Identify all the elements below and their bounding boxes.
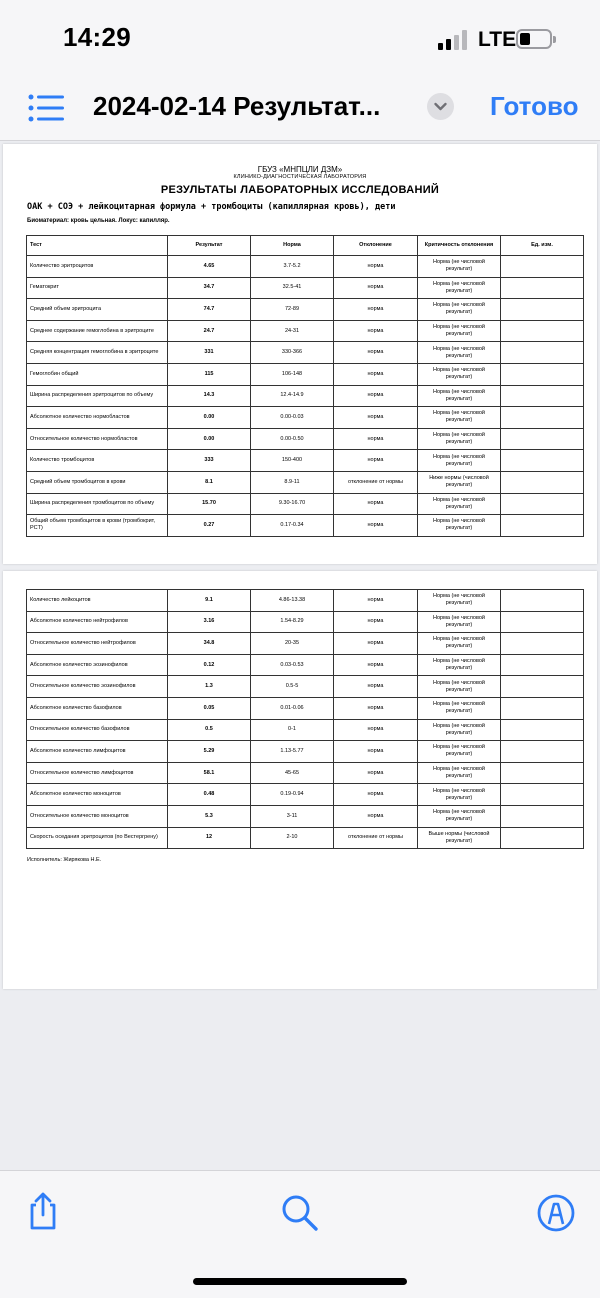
table-row — [27, 493, 584, 515]
cell-unit — [501, 277, 584, 299]
document-page-1 — [3, 144, 597, 564]
cell-deviation: норма — [334, 805, 418, 827]
cell-unit — [501, 428, 584, 450]
table-row — [27, 784, 584, 806]
cell-criticality: Норма (не числовой результат) — [418, 363, 501, 385]
cell-test: Абсолютное количество моноцитов — [27, 784, 168, 806]
cell-deviation: норма — [334, 450, 418, 472]
table-row — [27, 256, 584, 278]
cell-test: Абсолютное количество эозинофилов — [27, 654, 168, 676]
cell-unit — [501, 827, 584, 849]
cell-criticality: Норма (не числовой результат) — [418, 320, 501, 342]
org-name: ГБУЗ «МНПЦЛИ ДЗМ» — [257, 165, 343, 174]
cell-deviation: норма — [334, 784, 418, 806]
cell-unit — [501, 320, 584, 342]
table-row — [27, 299, 584, 321]
cell-test: Ширина распределения тромбоцитов по объему — [27, 493, 168, 515]
cell-test: Гемоглобин общий — [27, 363, 168, 385]
cell-result: 0.00 — [168, 407, 251, 429]
cell-test: Абсолютное количество лимфоцитов — [27, 741, 168, 763]
cell-test: Относительное количество эозинофилов — [27, 676, 168, 698]
cell-deviation: норма — [334, 611, 418, 633]
cell-result: 34.8 — [168, 633, 251, 655]
table-row — [27, 805, 584, 827]
cell-unit — [501, 719, 584, 741]
col-norm: Норма — [251, 236, 334, 256]
cell-criticality: Норма (не числовой результат) — [418, 515, 501, 537]
cell-deviation: норма — [334, 277, 418, 299]
cell-test: Среднее содержание гемоглобина в эритроците — [27, 320, 168, 342]
cell-result: 5.3 — [168, 805, 251, 827]
cell-criticality: Норма (не числовой результат) — [418, 633, 501, 655]
battery-icon — [516, 29, 552, 49]
cell-unit — [501, 590, 584, 612]
cell-norm: 20-35 — [251, 633, 334, 655]
cell-norm: 24-31 — [251, 320, 334, 342]
cell-deviation: норма — [334, 363, 418, 385]
cell-unit — [501, 256, 584, 278]
cell-test: Относительное количество моноцитов — [27, 805, 168, 827]
cell-norm: 0.00-0.50 — [251, 428, 334, 450]
panel-name: ОАК + СОЭ + лейкоцитарная формула + тромбоциты (капиллярная кровь), дети — [27, 202, 396, 212]
cell-deviation: норма — [334, 385, 418, 407]
cell-unit — [501, 515, 584, 537]
search-icon[interactable] — [280, 1193, 320, 1233]
cell-result: 14.3 — [168, 385, 251, 407]
cell-result: 74.7 — [168, 299, 251, 321]
cell-result: 115 — [168, 363, 251, 385]
signal-icon — [438, 30, 468, 50]
cell-deviation: норма — [334, 741, 418, 763]
cell-test: Относительное количество нейтрофилов — [27, 633, 168, 655]
table-row — [27, 654, 584, 676]
cell-test: Абсолютное количество нейтрофилов — [27, 611, 168, 633]
report-heading: РЕЗУЛЬТАТЫ ЛАБОРАТОРНЫХ ИССЛЕДОВАНИЙ — [160, 184, 440, 196]
col-deviation: Отклонение — [334, 236, 418, 256]
cell-norm: 0.17-0.34 — [251, 515, 334, 537]
results-table — [26, 235, 584, 537]
cell-deviation: норма — [334, 762, 418, 784]
network-type: LTE — [478, 28, 517, 51]
col-test: Тест — [27, 236, 168, 256]
results-table-continued — [26, 589, 584, 849]
table-row — [27, 827, 584, 849]
biomaterial: Биоматериал: кровь цельная. Локус: капилляр. — [27, 218, 170, 224]
cell-test: Гематокрит — [27, 277, 168, 299]
cell-deviation: норма — [334, 676, 418, 698]
table-row — [27, 277, 584, 299]
document-title[interactable]: 2024-02-14 Результат... — [93, 91, 381, 121]
cell-deviation: норма — [334, 719, 418, 741]
cell-result: 333 — [168, 450, 251, 472]
cell-unit — [501, 363, 584, 385]
cell-result: 24.7 — [168, 320, 251, 342]
cell-deviation: норма — [334, 299, 418, 321]
cell-unit — [501, 762, 584, 784]
cell-criticality: Норма (не числовой результат) — [418, 450, 501, 472]
cell-norm: 12.4-14.9 — [251, 385, 334, 407]
table-row — [27, 428, 584, 450]
cell-unit — [501, 407, 584, 429]
chevron-down-icon — [427, 93, 454, 120]
cell-deviation: норма — [334, 342, 418, 364]
cell-test: Относительное количество лимфоцитов — [27, 762, 168, 784]
cell-criticality: Норма (не числовой результат) — [418, 805, 501, 827]
cell-norm: 0.01-0.06 — [251, 697, 334, 719]
cell-criticality: Норма (не числовой результат) — [418, 299, 501, 321]
cell-unit — [501, 342, 584, 364]
cell-criticality: Норма (не числовой результат) — [418, 741, 501, 763]
executor: Исполнитель: Жирякова Н.Е. — [27, 857, 102, 863]
cell-deviation: отклонение от нормы — [334, 471, 418, 493]
cell-deviation: норма — [334, 320, 418, 342]
title-menu-button[interactable] — [427, 93, 454, 120]
cell-test: Средний объем эритроцита — [27, 299, 168, 321]
cell-criticality: Норма (не числовой результат) — [418, 611, 501, 633]
cell-result: 0.12 — [168, 654, 251, 676]
cell-result: 5.29 — [168, 741, 251, 763]
document-page-2 — [3, 571, 597, 989]
table-row — [27, 385, 584, 407]
cell-criticality: Норма (не числовой результат) — [418, 784, 501, 806]
cell-norm: 45-65 — [251, 762, 334, 784]
cell-criticality: Норма (не числовой результат) — [418, 719, 501, 741]
cell-deviation: норма — [334, 590, 418, 612]
cell-unit — [501, 299, 584, 321]
cell-norm: 0-1 — [251, 719, 334, 741]
table-row — [27, 407, 584, 429]
cell-norm: 4.86-13.38 — [251, 590, 334, 612]
cell-result: 331 — [168, 342, 251, 364]
nav-bar — [0, 75, 600, 141]
cell-norm: 32.5-41 — [251, 277, 334, 299]
cell-unit — [501, 784, 584, 806]
cell-norm: 1.54-8.29 — [251, 611, 334, 633]
cell-test: Абсолютное количество базофилов — [27, 697, 168, 719]
cell-deviation: норма — [334, 654, 418, 676]
cell-deviation: норма — [334, 515, 418, 537]
cell-result: 0.05 — [168, 697, 251, 719]
table-header-row — [27, 236, 584, 256]
status-bar — [0, 0, 600, 75]
cell-result: 12 — [168, 827, 251, 849]
table-row — [27, 363, 584, 385]
cell-criticality: Выше нормы (числовой результат) — [418, 827, 501, 849]
cell-unit — [501, 805, 584, 827]
lab-name: КЛИНИКО-ДИАГНОСТИЧЕСКАЯ ЛАБОРАТОРИЯ — [233, 174, 367, 180]
cell-deviation: норма — [334, 256, 418, 278]
cell-criticality: Норма (не числовой результат) — [418, 654, 501, 676]
cell-criticality: Норма (не числовой результат) — [418, 277, 501, 299]
status-time: 14:29 — [63, 22, 131, 52]
cell-result: 0.48 — [168, 784, 251, 806]
cell-test: Количество эритроцитов — [27, 256, 168, 278]
cell-norm: 3.7-5.2 — [251, 256, 334, 278]
cell-test: Ширина распределения эритроцитов по объему — [27, 385, 168, 407]
cell-result: 9.1 — [168, 590, 251, 612]
cell-result: 15.70 — [168, 493, 251, 515]
cell-norm: 0.00-0.03 — [251, 407, 334, 429]
table-row — [27, 741, 584, 763]
cell-norm: 1.13-5.77 — [251, 741, 334, 763]
cell-result: 34.7 — [168, 277, 251, 299]
cell-deviation: отклонение от нормы — [334, 827, 418, 849]
cell-test: Количество тромбоцитов — [27, 450, 168, 472]
table-row — [27, 590, 584, 612]
cell-result: 3.16 — [168, 611, 251, 633]
cell-deviation: норма — [334, 493, 418, 515]
cell-result: 1.3 — [168, 676, 251, 698]
table-row — [27, 450, 584, 472]
cell-norm: 3-11 — [251, 805, 334, 827]
table-row — [27, 697, 584, 719]
cell-norm: 0.03-0.53 — [251, 654, 334, 676]
cell-criticality: Норма (не числовой результат) — [418, 256, 501, 278]
cell-criticality: Норма (не числовой результат) — [418, 428, 501, 450]
cell-unit — [501, 654, 584, 676]
table-row — [27, 320, 584, 342]
cell-deviation: норма — [334, 697, 418, 719]
table-row — [27, 515, 584, 537]
cell-norm: 150-400 — [251, 450, 334, 472]
cell-norm: 0.19-0.94 — [251, 784, 334, 806]
table-row — [27, 676, 584, 698]
cell-test: Абсолютное количество нормобластов — [27, 407, 168, 429]
cell-norm: 72-89 — [251, 299, 334, 321]
cell-criticality: Норма (не числовой результат) — [418, 762, 501, 784]
cell-result: 0.00 — [168, 428, 251, 450]
cell-norm: 2-10 — [251, 827, 334, 849]
cell-test: Общий объем тромбоцитов в крови (тромбокрит, PCT) — [27, 515, 168, 537]
cell-norm: 0.5-5 — [251, 676, 334, 698]
table-row — [27, 342, 584, 364]
cell-deviation: норма — [334, 407, 418, 429]
cell-unit — [501, 697, 584, 719]
cell-unit — [501, 633, 584, 655]
cell-criticality: Норма (не числовой результат) — [418, 676, 501, 698]
cell-result: 58.1 — [168, 762, 251, 784]
cell-unit — [501, 493, 584, 515]
table-row — [27, 471, 584, 493]
cell-criticality: Норма (не числовой результат) — [418, 493, 501, 515]
cell-result: 0.27 — [168, 515, 251, 537]
cell-norm: 106-148 — [251, 363, 334, 385]
cell-test: Относительное количество базофилов — [27, 719, 168, 741]
table-row — [27, 719, 584, 741]
cell-unit — [501, 741, 584, 763]
cell-deviation: норма — [334, 633, 418, 655]
col-criticality: Критичность отклонения — [418, 236, 501, 256]
cell-deviation: норма — [334, 428, 418, 450]
cell-result: 8.1 — [168, 471, 251, 493]
cell-criticality: Норма (не числовой результат) — [418, 385, 501, 407]
share-icon[interactable] — [23, 1191, 63, 1231]
cell-result: 4.65 — [168, 256, 251, 278]
cell-criticality: Норма (не числовой результат) — [418, 407, 501, 429]
table-row — [27, 762, 584, 784]
cell-test: Количество лейкоцитов — [27, 590, 168, 612]
cell-criticality: Ниже нормы (числовой результат) — [418, 471, 501, 493]
cell-criticality: Норма (не числовой результат) — [418, 697, 501, 719]
cell-unit — [501, 471, 584, 493]
cell-unit — [501, 676, 584, 698]
cell-test: Относительное количество нормобластов — [27, 428, 168, 450]
col-result: Результат — [168, 236, 251, 256]
table-row — [27, 611, 584, 633]
cell-criticality: Норма (не числовой результат) — [418, 342, 501, 364]
list-icon[interactable] — [28, 94, 64, 122]
cell-unit — [501, 450, 584, 472]
cell-test: Средняя концентрация гемоглобина в эритроците — [27, 342, 168, 364]
cell-norm: 8.9-11 — [251, 471, 334, 493]
home-indicator — [193, 1278, 407, 1285]
cell-criticality: Норма (не числовой результат) — [418, 590, 501, 612]
cell-norm: 330-366 — [251, 342, 334, 364]
done-button[interactable]: Готово — [490, 91, 579, 121]
cell-test: Скорость оседания эритроцитов (по Вестергрену) — [27, 827, 168, 849]
markup-icon[interactable] — [536, 1193, 576, 1233]
cell-norm: 9.30-16.70 — [251, 493, 334, 515]
cell-unit — [501, 611, 584, 633]
table-row — [27, 633, 584, 655]
cell-result: 0.5 — [168, 719, 251, 741]
col-unit: Ед. изм. — [501, 236, 584, 256]
cell-test: Средний объем тромбоцитов в крови — [27, 471, 168, 493]
cell-unit — [501, 385, 584, 407]
